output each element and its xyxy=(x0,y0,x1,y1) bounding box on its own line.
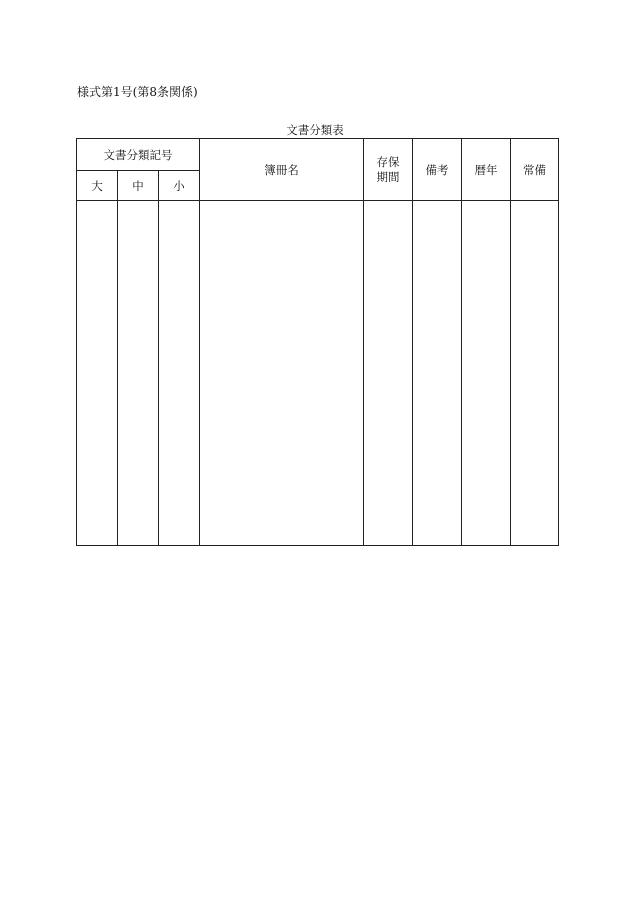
large-category-cell xyxy=(77,201,118,546)
calendar-year-header: 暦年 xyxy=(462,139,511,201)
remarks-header: 備考 xyxy=(413,139,462,201)
retention-period-line1: 存保 xyxy=(376,154,400,169)
large-category-header: 大 xyxy=(77,171,118,201)
retention-period-header xyxy=(364,139,413,201)
calendar-year-cell xyxy=(462,201,511,546)
ledger-name-header: 簿冊名 xyxy=(200,139,364,201)
table-body-row xyxy=(77,201,559,546)
retention-period-line2: 期間 xyxy=(376,169,400,184)
retention-period-cell xyxy=(364,201,413,546)
medium-category-cell xyxy=(118,201,159,546)
form-label: 様式第1号(第8条関係) xyxy=(77,85,198,99)
medium-category-header: 中 xyxy=(118,171,159,201)
permanent-cell xyxy=(511,201,559,546)
ledger-name-cell xyxy=(200,201,364,546)
small-category-cell xyxy=(159,201,200,546)
classification-code-header: 文書分類記号 xyxy=(77,139,200,171)
permanent-header: 常備 xyxy=(511,139,559,201)
document-classification-table xyxy=(76,138,559,546)
header-row-1 xyxy=(77,139,559,171)
small-category-header: 小 xyxy=(159,171,200,201)
table-title: 文書分類表 xyxy=(286,123,344,137)
remarks-cell xyxy=(413,201,462,546)
